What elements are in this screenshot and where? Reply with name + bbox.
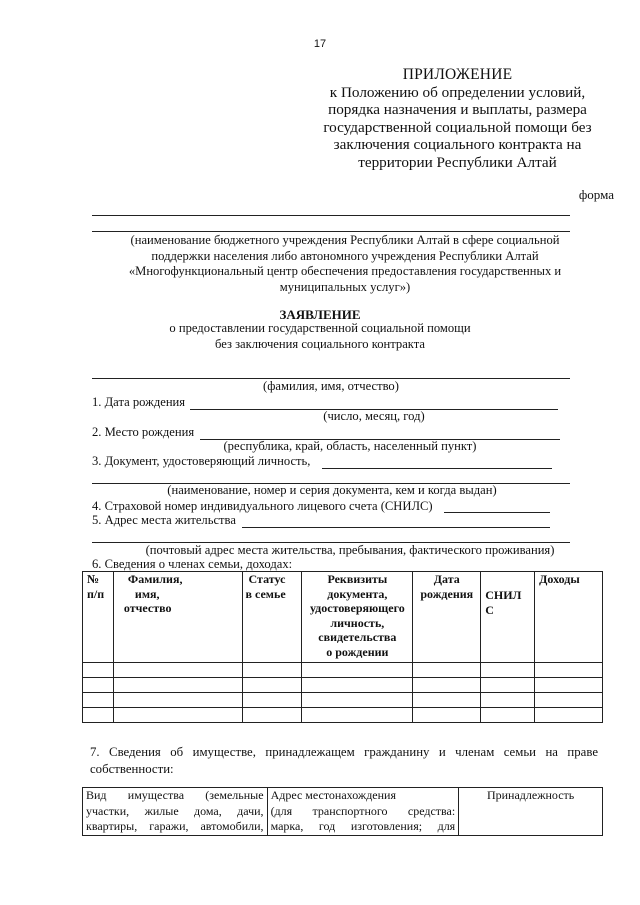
- subheading-line: о предоставлении государственной социальной помощи: [169, 321, 471, 335]
- snils-label: 4. Страховой номер индивидуального лицевого счета (СНИЛС): [92, 499, 433, 513]
- family-table-row[interactable]: [83, 663, 603, 678]
- id-document-blank-1[interactable]: [322, 468, 552, 469]
- family-section-title: 6. Сведения о членах семьи, доходах:: [92, 557, 293, 571]
- document-heading: ЗАЯВЛЕНИЕ: [279, 307, 361, 322]
- snils-blank[interactable]: [444, 512, 550, 513]
- property-section-line: 7. Сведения об имуществе, принадлежащем гражданину и членам семьи на праве: [90, 745, 598, 759]
- org-caption-line: муниципальных услуг»): [279, 279, 411, 294]
- fio-caption: (фамилия, имя, отчество): [263, 379, 399, 393]
- org-caption-line: «Многофункциональный центр обеспечения предоставления государственных и: [128, 264, 562, 278]
- document-subheading: [0, 321, 640, 352]
- property-section-title: [90, 744, 598, 778]
- header-document: Реквизиты документа, удостоверяющего личность, свидетельства о рождении: [302, 572, 413, 663]
- id-document-caption: (наименование, номер и серия документа, кем и когда выдан): [167, 483, 497, 497]
- birth-place-caption: (республика, край, область, населенный пункт): [223, 439, 477, 453]
- org-caption-line: поддержки населения либо автономного учреждения Республики Алтай: [151, 248, 539, 263]
- org-blank-line-1[interactable]: [92, 215, 570, 216]
- header-status: Статус в семье: [242, 572, 302, 663]
- birth-date-label: 1. Дата рождения: [92, 395, 186, 409]
- org-blank-line-2[interactable]: [92, 231, 570, 232]
- family-table-row[interactable]: [83, 693, 603, 708]
- appendix-title: ПРИЛОЖЕНИЕ: [402, 66, 513, 83]
- birth-place-label: 2. Место рождения: [92, 425, 195, 439]
- appendix-line: территории Республики Алтай: [358, 153, 557, 171]
- birth-date-caption: (число, месяц, год): [323, 409, 425, 423]
- family-table-header: [83, 572, 603, 663]
- org-caption-line: (наименование бюджетного учреждения Республики Алтай в сфере социальной: [130, 233, 560, 247]
- family-table-row[interactable]: [83, 678, 603, 693]
- header-name: Фамилия, имя, отчество: [113, 572, 242, 663]
- appendix-header: [300, 66, 615, 171]
- appendix-line: порядка назначения и выплаты, размера: [328, 101, 587, 118]
- family-table: [82, 571, 603, 723]
- header-property-address: Адрес местонахождения (для транспортного средства: марка, год изготовления; для: [267, 788, 459, 836]
- subheading-line: без заключения социального контракта: [214, 336, 426, 351]
- appendix-line: государственной социальной помощи без: [323, 118, 592, 136]
- id-document-label: 3. Документ, удостоверяющий личность,: [92, 454, 311, 468]
- header-income: Доходы: [535, 572, 603, 663]
- family-table-row[interactable]: [83, 708, 603, 723]
- address-caption: (почтовый адрес места жительства, пребывания, фактического проживания): [145, 543, 555, 557]
- header-property-owner: Принадлежность: [459, 788, 603, 836]
- property-table: [82, 787, 603, 836]
- property-section-line: собственности:: [90, 762, 174, 776]
- address-label: 5. Адрес места жительства: [92, 513, 236, 527]
- property-table-header: [83, 788, 603, 836]
- org-caption: [110, 233, 580, 295]
- form-label: форма: [578, 187, 614, 202]
- appendix-line: заключения социального контракта на: [333, 136, 582, 153]
- header-property-type: Вид имущества (земельные участки, жилые дома, дачи, квартиры, гаражи, автомобили,: [83, 788, 268, 836]
- appendix-line: к Положению об определении условий,: [329, 83, 586, 101]
- page-number: 17: [313, 38, 327, 50]
- header-num: № п/п: [83, 572, 114, 663]
- address-blank-1[interactable]: [242, 527, 550, 528]
- header-birth-date: Дата рождения: [413, 572, 481, 663]
- header-snils: СНИЛ С: [481, 572, 535, 663]
